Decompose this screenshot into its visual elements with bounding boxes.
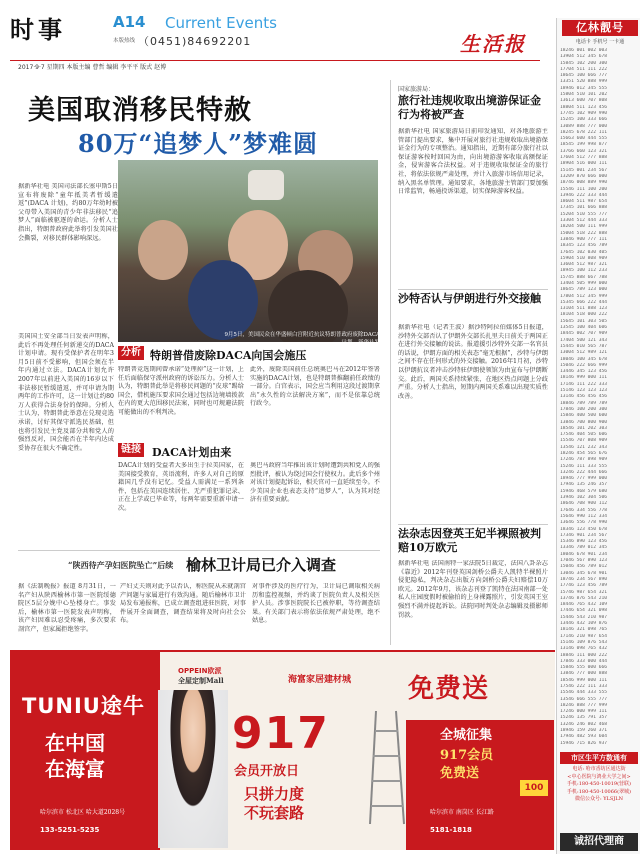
classified-row: 13846 900 777 111 — [560, 236, 608, 242]
section-title-en: Current Events — [165, 14, 277, 32]
photo-figure — [138, 220, 188, 280]
ad-right-phone: 5181-1818 — [430, 826, 472, 834]
ad-slogan-line: 在海富 — [45, 757, 105, 781]
header-rule — [10, 60, 540, 61]
ad-recruit-free: 免费送 — [440, 766, 480, 781]
classified-row: 15845 102 200 300 — [560, 60, 608, 66]
classified-row: 15446 543 210 987 — [560, 614, 608, 620]
link-column: DACA计划的受益者大多出生于拉美国家，在美国接受教育，英语流利，许多人对自己的原籍国几乎没有记忆。受益人需满足一系列条件，包括在美国连续居住、无严重犯罪记录、正在上学或已毕业等，每两年需要重新申请一次。 — [118, 462, 244, 512]
classified-row: 18946 777 999 000 — [560, 476, 608, 482]
classified-row: 17704 511 111 222 — [560, 66, 608, 72]
classifieds-list — [560, 48, 638, 747]
classified-row: 17746 123 456 789 — [560, 583, 608, 589]
classified-row: 18604 511 987 654 — [560, 199, 608, 205]
classified-row: 15046 456 789 012 — [560, 564, 608, 570]
classified-row: 17046 567 890 123 — [560, 558, 608, 564]
photo-figure — [188, 260, 258, 340]
classified-row: 13613 600 707 808 — [560, 98, 608, 104]
classified-row: 18945 100 112 233 — [560, 268, 608, 274]
classified-row: 15246 135 791 357 — [560, 715, 608, 721]
classified-row: 17604 512 777 888 — [560, 155, 608, 161]
classified-row: 15546 444 333 555 — [560, 690, 608, 696]
classified-row: 13446 432 109 876 — [560, 621, 608, 627]
classified-row: 18746 008 889 990 — [560, 180, 608, 186]
classified-row: 17345 101 666 888 — [560, 205, 608, 211]
classified-row: 17546 222 111 333 — [560, 683, 608, 689]
news-divider — [398, 289, 548, 290]
classified-row: 18445 002 707 909 — [560, 331, 608, 337]
news1-headline: 旅行社违规收取出境游保证金行为将被严查 — [398, 94, 541, 121]
date-line: 2017·9·7 星期四 本版主编 曹哲 编辑 李平平 版式 赵博 — [18, 64, 167, 71]
classified-row: 13246 222 444 666 — [560, 469, 608, 475]
classified-row: 15546 707 808 909 — [560, 438, 608, 444]
ad-recruit-members: 917会员 — [440, 748, 494, 763]
ad-big-number: 917 — [232, 708, 330, 759]
classifieds-footer-line: 电话: 哈市香坊区通达街 — [572, 766, 626, 772]
classifieds-footer — [560, 766, 638, 804]
classified-row: 18046 678 901 234 — [560, 551, 608, 557]
protest-photo — [118, 160, 378, 342]
classified-row: 15946 715 826 937 — [560, 740, 608, 746]
classified-row: 13446 345 123 456 — [560, 369, 608, 375]
classified-row: 15546 111 100 200 — [560, 186, 608, 192]
classified-row: 15946 468 579 680 — [560, 488, 608, 494]
ad-right-address: 哈尔滨市 南岗区 长江路 — [430, 809, 494, 816]
ad-member-day: 会员开放日 — [234, 764, 300, 779]
classified-row: 15746 987 654 321 — [560, 589, 608, 595]
classified-row: 13146 098 765 432 — [560, 646, 608, 652]
newspaper-logo: 生活报 — [460, 32, 526, 56]
analysis-tag: 分析 — [118, 346, 144, 360]
yulin-headline: 榆林卫计局已介入调查 — [186, 556, 337, 574]
classified-row: 15804 510 101 202 — [560, 92, 608, 98]
ad-tagline — [244, 785, 304, 823]
classified-row: 13004 512 989 121 — [560, 350, 608, 356]
classified-row: 17745 102 909 990 — [560, 110, 608, 116]
classified-row: 15646 990 112 334 — [560, 513, 608, 519]
classifieds-bottom-banner: 诚招代理商 — [560, 833, 638, 851]
news3-headline: 法杂志因登英王妃半裸照被判赔10万欧元 — [398, 527, 541, 554]
classified-row: 17246 787 898 909 — [560, 457, 608, 463]
ladder-icon — [368, 706, 408, 826]
hotline-phone: （0451)84692201 — [138, 35, 252, 48]
classified-row: 15904 510 808 909 — [560, 255, 608, 261]
classified-row: 15146 109 876 543 — [560, 639, 608, 645]
classified-row: 15146 123 123 123 — [560, 388, 608, 394]
classified-row: 13351 520 888 999 — [560, 79, 608, 85]
classified-row: 18546 999 000 111 — [560, 677, 608, 683]
classified-row: 18846 789 789 789 — [560, 400, 608, 406]
classified-row: 13646 556 778 990 — [560, 520, 608, 526]
classified-row: 17846 333 000 444 — [560, 658, 608, 664]
news1-body: 据新华社电 国家旅游局日前印发通知，对各地旅游主管部门提出要求，集中开展对旅行社违规收取出境游保证金行为的专项整治。通知指出，近期有部分旅行社以保证游客按时回国为由，向出境游游客收取高额保证金，侵害游客合法权益。对于违规收取保证金的旅行社，将依法依规严肃处理，并计入旅游市场信用记录，纳入黑名单管理。通知要求，各地旅游主管部门要加强日常监管，畅通投诉渠道，切实保障游客权益。 — [398, 128, 548, 196]
classifieds-subtitle: 电话卡 手机号 一卡通 — [575, 39, 625, 45]
classifieds-footer-title: 市区生平方数通有 — [560, 752, 638, 764]
classified-row: 18146 999 000 111 — [560, 375, 608, 381]
news-divider — [398, 524, 548, 525]
classified-row: 18545 199 998 877 — [560, 142, 608, 148]
news2-body: 据新华社电（记者王波）据沙特阿拉伯媒体5日报道，沙特外交部否认了伊朗外交部长扎里夫日前关于两国正在进行外交接触的说法。报道援引沙特外交部一名官员的话说，伊朗方面的相关表态“毫无根据”，沙特与伊朗之间不存在任何形式的外交接触。2016年1月初，沙特以伊朗抗议者冲击沙特驻伊朗使领馆为由宣布与伊朗断交。此后，两国关系持续紧张，在地区热点问题上分歧严重。分析人士指出，短期内两国关系难以出现实质性改善。 — [398, 324, 548, 400]
link-column: 奥巴马政府当年推出该计划时遭到共和党人的强烈批评，被认为绕过国会行使权力。此后多个州对该计划提起诉讼，相关官司一直延续至今。不少美国企业也表态支持“追梦人”，认为其对经济有重要贡献。 — [250, 462, 380, 504]
story-divider — [18, 550, 380, 551]
column-divider — [390, 80, 391, 645]
main-headline: 美国取消移民特赦 — [28, 95, 252, 126]
page-number: A14 — [113, 13, 146, 31]
classified-row: 13346 789 012 345 — [560, 545, 608, 551]
classified-row: 18846 111 000 222 — [560, 652, 608, 658]
classified-row: 15846 555 000 666 — [560, 665, 608, 671]
classified-row: 17546 404 505 606 — [560, 432, 608, 438]
classified-row: 13304 512 444 333 — [560, 218, 608, 224]
ad-tagline-line: 只拼力度 — [244, 785, 305, 803]
classified-row: 15645 101 303 505 — [560, 318, 608, 324]
classifieds-footer-line: 手机:180-450-10019(营联) — [567, 781, 631, 787]
ad-left-address: 哈尔滨市 松北区 哈大道2028号 — [40, 809, 126, 816]
classified-row: 18546 101 202 303 — [560, 425, 608, 431]
classified-row: 18645 100 666 777 — [560, 73, 608, 79]
section-title: 时事 — [10, 15, 66, 44]
classified-row: 17146 210 987 654 — [560, 633, 608, 639]
analysis-column: 特朗普竞选期间曾承诺“处理掉”这一计划，上任后面临保守派州政府的诉讼压力。分析人士认为，特朗普此举是将移民问题的“皮球”踢给国会，借机施压要求国会通过包括边境墙拨款在内的更大范围移民法案，同时也可规避法院可能做出的不利判决。 — [118, 366, 244, 416]
ad-slogan-line: 在中国 — [45, 731, 105, 755]
news3-body: 据新华社电 法国南特一家法院5日裁定，法国八卦杂志《靠近》2012年刊登英国剑桥公爵夫人凯特半裸照片侵犯隐私，判决杂志出版方向剑桥公爵夫妇赔偿10万欧元。2012年9月，该杂志刊登了凯特在法国南部一处私人庄园度假时被偷拍的上身裸露照片，引发英国王室强烈不满并提起诉讼。法院同时判处杂志编辑及摄影师罚款。 — [398, 560, 548, 619]
classified-row: 17146 111 222 333 — [560, 381, 608, 387]
classified-row: 18645 789 123 000 — [560, 287, 608, 293]
classifieds-footer-line: 微信公众号: YLSJLN — [574, 796, 624, 802]
classified-row: 18946 012 345 555 — [560, 85, 608, 91]
classified-row: 13546 666 555 777 — [560, 696, 608, 702]
classified-row: 17646 334 556 778 — [560, 507, 608, 513]
classified-row: 13904 512 345 678 — [560, 54, 608, 60]
analysis-title: 特朗普借废除DACA向国会施压 — [150, 349, 307, 362]
classified-row: 13746 876 543 210 — [560, 595, 608, 601]
news2-headline: 沙特否认与伊朗进行外交接触 — [398, 292, 541, 305]
classified-row: 13089 888 777 000 — [560, 123, 608, 129]
classified-row: 17804 512 345 999 — [560, 293, 608, 299]
ad-left-phone: 133-5251-5235 — [40, 826, 100, 834]
classifieds-title: 亿林靓号 — [562, 20, 638, 36]
link-tag: 链接 — [118, 443, 144, 457]
classified-row: 17346 901 234 567 — [560, 532, 608, 538]
classified-row: 13846 700 800 900 — [560, 419, 608, 425]
classified-row: 18804 511 123 456 — [560, 104, 608, 110]
classified-row: 18246 888 777 999 — [560, 702, 608, 708]
classified-row: 17846 100 200 300 — [560, 406, 608, 412]
yulin-column: 产妇丈夫则对此予以否认，称医院从未就剖宫产问题与家属进行有效沟通。随后榆林市卫计局发布通报称，已成立调查组进驻医院，对事件展开全面调查，调查结果将及时向社会公布。 — [120, 583, 246, 625]
classifieds-footer-line: <中心医院与鸿业大学之间> — [567, 773, 631, 780]
classified-row: 15846 400 500 600 — [560, 413, 608, 419]
classified-row: 13766 660 123 321 — [560, 148, 608, 154]
classified-row: 18904 516 000 111 — [560, 161, 608, 167]
ad-tagline-line: 不玩套路 — [244, 804, 305, 822]
hotline-label: 本版热线 — [113, 38, 136, 44]
classified-row: 17404 500 121 343 — [560, 337, 608, 343]
classified-row: 17946 135 246 357 — [560, 482, 608, 488]
classified-row: 13146 456 456 456 — [560, 394, 608, 400]
main-column: 美国国土安全部当日发表声明称，此后不再处理任何新递交的DACA计划申请。现有受保护者在明年3月5日前不受影响，但国会须在半年内通过立法。DACA计划允许2007年以前进入美国的16岁以下非法移民暂缓遣返，并可申请为期两年的工作许可，这一计划让约80万人获得合法身份的保障。分析人士认为，特朗普此举意在兑现竞选承诺，讨好其保守派选民基础，但也将引发民主党及部分共和党人的强烈反对，国会能否在半年内达成妥协存在很大不确定性。 — [18, 333, 114, 452]
classified-row: 15346 890 123 456 — [560, 539, 608, 545]
classified-row: 15663 600 444 555 — [560, 136, 608, 142]
classified-row: 15145 001 234 567 — [560, 167, 608, 173]
classified-row: 18646 708 900 112 — [560, 501, 608, 507]
classified-row: 13104 511 888 123 — [560, 306, 608, 312]
classified-row: 18946 159 260 371 — [560, 728, 608, 734]
classified-row: 17446 654 321 098 — [560, 608, 608, 614]
yulin-kicker: “陕西待产孕妇医院坠亡”后续 — [68, 560, 174, 570]
classified-row: 18346 123 450 678 — [560, 526, 608, 532]
main-subheadline: 80万“追梦人”梦难圆 — [78, 129, 319, 158]
classified-row: 18246 001 002 003 — [560, 48, 608, 53]
classified-row: 13404 505 999 000 — [560, 280, 608, 286]
photo-caption: 9月5日，美国民众在华盛顿白宫附近抗议特朗普政府废除DACA计划。新华社发 — [224, 332, 380, 346]
classified-row: 13946 222 333 444 — [560, 192, 608, 198]
news1-kicker: 国家旅游局： — [398, 86, 435, 93]
ad-badge: 100 — [520, 780, 548, 796]
megaphone-icon — [248, 170, 284, 200]
ad-brand-oppein: OPPEIN欧派 — [178, 667, 222, 675]
ad-recruit-title: 全城征集 — [440, 728, 493, 743]
ad-slogan — [45, 730, 105, 782]
classified-row: 13209 870 666 000 — [560, 173, 608, 179]
classified-row: 18204 500 111 999 — [560, 224, 608, 230]
classified-row: 15204 510 555 777 — [560, 211, 608, 217]
classified-row: 15004 518 222 888 — [560, 230, 608, 236]
classified-row: 13604 512 987 321 — [560, 262, 608, 268]
classified-row: 18746 234 567 890 — [560, 576, 608, 582]
main-lead: 据新华社电 美国司法部长塞申斯5日宣布将废除“童年抵美者暂缓遣返”(DACA 计划)，约80万年幼时被父母带入美国的青少年非法移民“追梦人”面临被驱逐的命运。分析人士指出，特朗普政府此举将引发美国社会撕裂，对移民群体影响深远。 — [18, 183, 118, 242]
classified-row: 18046 100 345 678 — [560, 356, 608, 362]
classified-row: 18104 518 000 222 — [560, 312, 608, 318]
classified-row: 18446 765 432 109 — [560, 602, 608, 608]
link-title: DACA计划由来 — [152, 446, 232, 459]
classifieds-footer-line: 手机:180-450-10066(翠城) — [567, 788, 631, 795]
classified-row: 15345 666 222 444 — [560, 299, 608, 305]
yulin-column: 据《法制晚报》报道 8月31日，一名产妇从陕西榆林市第一医院绥德院区5层分娩中心坠楼身亡。事发后，榆林市第一医院发表声明称，该产妇因难以忍受疼痛，多次要求剖宫产，但家属拒绝签字。 — [18, 583, 116, 633]
ad-brand-mall: 全屋定制Mall — [178, 676, 224, 685]
classified-row: 18246 454 565 676 — [560, 451, 608, 456]
classified-row: 18345 123 456 789 — [560, 243, 608, 249]
ad-tuniu-logo: TUNIU途牛 — [22, 694, 145, 718]
classified-row: 13246 246 802 468 — [560, 721, 608, 727]
classified-row: 17645 102 030 405 — [560, 249, 608, 255]
classified-row: 13046 345 678 901 — [560, 570, 608, 576]
classified-row: 13545 100 404 606 — [560, 325, 608, 331]
ad-brand-haifu: 海富家居建材城 — [288, 675, 352, 685]
classified-row: 18245 678 222 111 — [560, 129, 608, 135]
classified-row: 15245 100 333 666 — [560, 117, 608, 123]
classified-row: 13546 121 232 343 — [560, 444, 608, 450]
ad-free-gift: 免费送 — [408, 674, 490, 704]
classified-row: 13946 102 304 506 — [560, 495, 608, 501]
yulin-column: 对事件涉及的医疗行为，卫计局已调取相关病历和监控视频，并约谈了医院负责人及相关医护人员。涉事医院院长已被停职，等待调查结果。有关部门表示将依法依规严肃处理，绝不姑息。 — [252, 583, 380, 625]
classified-row: 17246 000 999 111 — [560, 709, 608, 715]
classified-row: 15246 111 333 555 — [560, 463, 608, 469]
classified-row: 18146 321 098 765 — [560, 627, 608, 633]
ad-model-photo — [158, 690, 228, 848]
classified-row: 15445 010 565 787 — [560, 343, 608, 349]
analysis-column: 此外，废除美国前任总统奥巴马在2012年签署实施的DACA计划，也是特朗普推翻前任政绩的一部分。白宫表示，国会应当利用这段过渡期拿出“永久性的立法解决方案”，而不是依靠总统行政令。 — [250, 366, 380, 408]
classified-row: 15046 222 666 999 — [560, 362, 608, 368]
classified-row: 15745 888 667 788 — [560, 274, 608, 280]
classified-row: 17946 482 593 604 — [560, 734, 608, 740]
classified-row: 13846 777 000 888 — [560, 671, 608, 677]
